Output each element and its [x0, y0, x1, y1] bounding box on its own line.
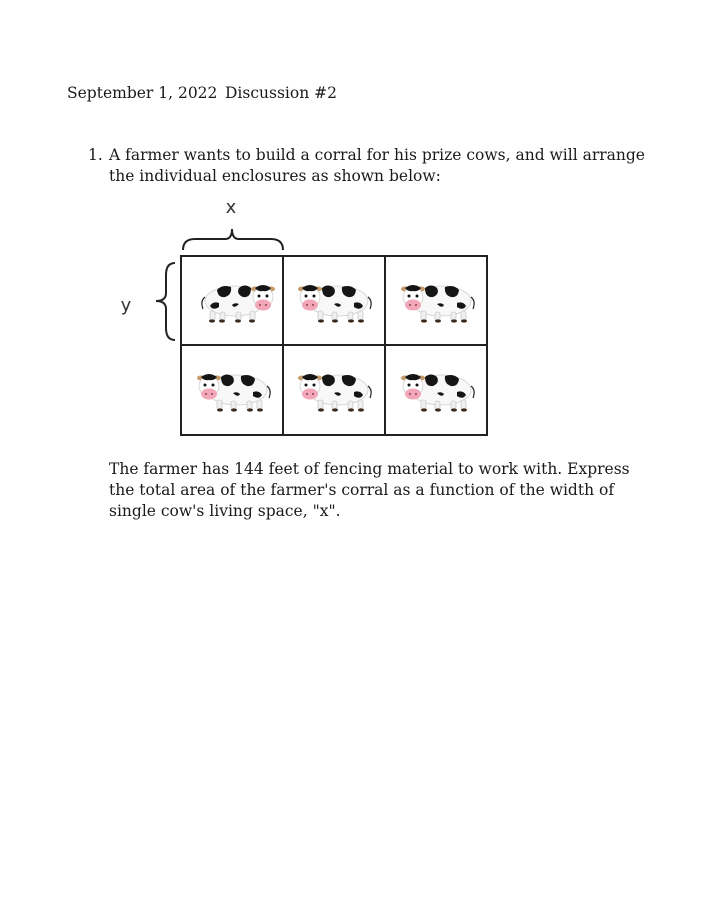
label-y: y	[120, 295, 132, 316]
date: September 1, 2022	[67, 84, 218, 102]
problem-prompt: A farmer wants to build a corral for his prize cows, and will arrange the individual enclosures as shown below:	[109, 146, 645, 185]
problem-1	[88, 145, 648, 187]
problem-number: 1.	[88, 146, 103, 164]
x-brace	[183, 229, 283, 250]
page-header	[67, 84, 337, 102]
problem-followup: The farmer has 144 feet of fencing material to work with. Express the total area of the farmer's corral as a function of the width of single cow's living space, "x".	[109, 460, 630, 520]
discussion-title: Discussion #2	[225, 84, 337, 102]
corral-figure	[110, 193, 495, 443]
y-brace	[156, 263, 175, 340]
label-x: x	[225, 197, 237, 218]
